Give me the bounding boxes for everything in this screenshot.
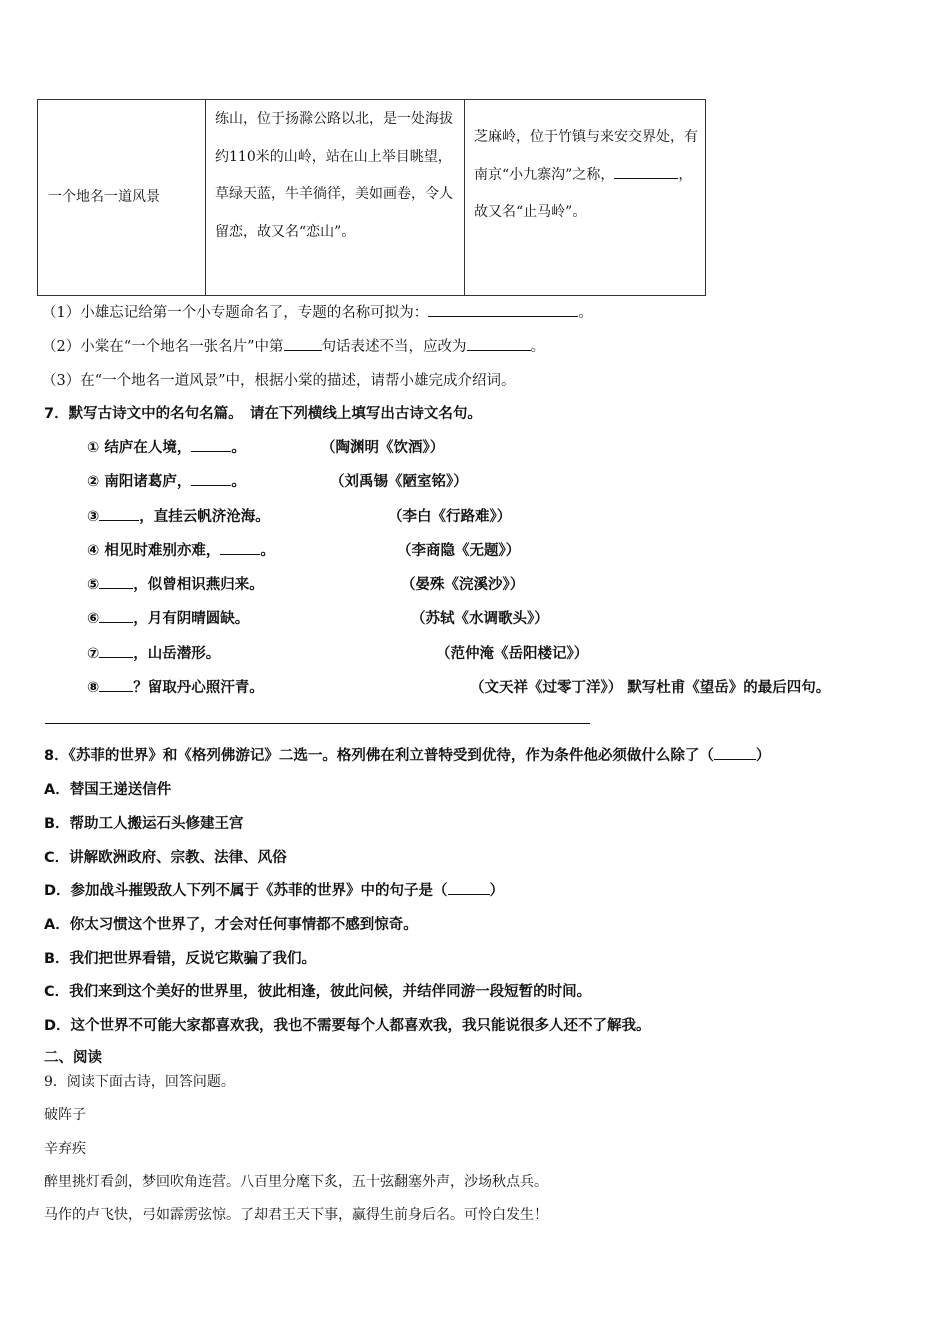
section-heading-reading: 二、阅读 (44, 1050, 102, 1066)
item-text-after: ，直挂云帆济沧海。 (139, 509, 270, 525)
row-label: 一个地名一道风景 (48, 189, 160, 205)
item-number: ③ (87, 509, 100, 525)
cell-lianshan-text: 练山，位于扬滁公路以北，是一处海拔约110米的山岭，站在山上举目眺望，草绿天蓝，牛羊徜徉，美如画卷，令人留恋，故又名“恋山”。 (215, 111, 453, 240)
q7-item-6-source: （苏轼《水调歌头》） (411, 611, 549, 627)
item-number: ⑥ (87, 611, 100, 627)
q7-item-3-source: （李白《行路难》） (388, 509, 512, 525)
item-text-after: 。 (260, 543, 275, 559)
item-number: ⑤ (87, 577, 100, 593)
fill-blank[interactable] (220, 540, 260, 555)
item-number: ⑧ (87, 680, 100, 696)
q6-sub-1-suffix: 。 (578, 305, 593, 321)
q7-item-7 (87, 642, 220, 663)
q7-item-8-source (470, 676, 830, 697)
item-text-after: ，山岳潜形。 (133, 646, 221, 662)
item-text-after: ，月有阴晴圆缺。 (133, 611, 250, 627)
q6-sub-2-suffix: 。 (530, 339, 546, 355)
q7-item-1 (87, 436, 246, 457)
item-text: 相见时难别亦难， (104, 543, 221, 559)
fill-blank[interactable] (191, 471, 231, 486)
fill-blank[interactable] (99, 506, 139, 521)
fill-blank[interactable] (99, 677, 133, 692)
poem-line-2: 马作的卢飞快，弓如霹雳弦惊。了却君王天下事，赢得生前身后名。可怜白发生！ (44, 1207, 548, 1223)
source-text: （文天祥《过零丁洋》） (470, 680, 623, 696)
q9-title: 9．阅读下面古诗，回答问题。 (44, 1074, 235, 1090)
cell-text-after: ，故又名“止马岭”。 (474, 166, 693, 220)
sophie-option-d[interactable]: D．这个世界不可能大家都喜欢我，我也不需要每个人都喜欢我，我只能说很多人还不了解我。 (44, 1018, 651, 1034)
q8-option-c[interactable]: C．讲解欧洲政府、宗教、法律、风俗 (44, 850, 287, 866)
table-cell-zhimaling (464, 100, 705, 295)
q6-sub-3: （3）在“一个地名一道风景”中，根据小棠的描述，请帮小雄完成介绍词。 (42, 373, 516, 389)
item-text: 南阳诸葛庐， (104, 474, 192, 490)
item-text-after: ，似曾相识燕归来。 (133, 577, 264, 593)
fill-blank[interactable] (99, 608, 133, 623)
q7-item-6 (87, 607, 249, 628)
table-row-label-cell (38, 100, 205, 295)
q8-option-a[interactable]: A．替国王递送信件 (44, 782, 172, 798)
answer-blank[interactable] (714, 745, 756, 760)
sophie-option-c[interactable]: C．我们来到这个美好的世界里，彼此相逢，彼此问候，并结伴同游一段短暂的时间。 (44, 984, 592, 1000)
wangyue-prompt: 默写杜甫《望岳》的最后四句。 (627, 680, 831, 696)
item-text-after: 。 (231, 440, 246, 456)
option-d-close: ） (489, 883, 505, 899)
cell-text-before: 芝麻岭，位于竹镇与来安交界处，有南京“小九寨沟”之称， (474, 129, 698, 183)
q6-sub-2-middle: 句话表述不当，应改为 (321, 339, 467, 355)
q6-sub-1-text: （1）小雄忘记给第一个小专题命名了，专题的名称可拟为： (42, 305, 429, 321)
q6-sub-2 (42, 335, 545, 356)
q8-title (44, 744, 770, 765)
item-number: ① (87, 440, 100, 456)
q7-item-7-source: （范仲淹《岳阳楼记》） (436, 646, 589, 662)
q6-sub-1 (42, 301, 593, 322)
fill-blank[interactable] (467, 336, 531, 351)
sophie-option-b[interactable]: B．我们把世界看错，反说它欺骗了我们。 (44, 951, 317, 967)
poem-line-1: 醉里挑灯看剑，梦回吹角连营。八百里分麾下炙，五十弦翻塞外声，沙场秋点兵。 (44, 1174, 548, 1190)
poem-title: 破阵子 (44, 1107, 86, 1123)
answer-blank[interactable] (448, 880, 490, 895)
q8-option-b[interactable]: B．帮助工人搬运石头修建王宫 (44, 816, 244, 832)
fill-blank[interactable] (284, 336, 322, 351)
q7-item-4 (87, 539, 275, 560)
fill-blank[interactable] (614, 164, 678, 178)
q8-title-text: 8．《苏菲的世界》和《格列佛游记》二选一。格列佛在利立普特受到优待，作为条件他必须做什么除了（ (44, 748, 714, 764)
q7-item-1-source: （陶渊明《饮酒》） (321, 440, 445, 456)
option-d-text: D．参加战斗摧毁敌人下列不属于《苏菲的世界》中的句子是（ (44, 883, 448, 899)
q7-title: 7．默写古诗文中的名句名篇。 请在下列横线上填写出古诗文名句。 (44, 406, 482, 422)
item-text-after: ？留取丹心照汗青。 (133, 680, 264, 696)
q7-item-5 (87, 573, 264, 594)
item-text-after: 。 (231, 474, 246, 490)
q7-item-8 (87, 676, 264, 697)
item-number: ④ (87, 543, 100, 559)
q8-option-d[interactable] (44, 879, 504, 900)
fill-blank[interactable] (99, 643, 133, 658)
q8-title-close: ） (755, 748, 771, 764)
item-text: 结庐在人境， (104, 440, 192, 456)
q7-item-2-source: （刘禹锡《陋室铭》） (330, 474, 468, 490)
cell-zhimaling-text (474, 119, 699, 232)
q7-item-2 (87, 470, 246, 491)
sophie-option-a[interactable]: A．你太习惯这个世界了，才会对任何事情都不感到惊奇。 (44, 917, 418, 933)
item-number: ⑦ (87, 646, 100, 662)
answer-line[interactable] (45, 723, 590, 724)
q6-sub-2-text: （2）小棠在“一个地名一张名片”中第 (42, 339, 284, 355)
item-number: ② (87, 474, 100, 490)
place-name-table (37, 99, 706, 296)
fill-blank[interactable] (191, 437, 231, 452)
q7-item-4-source: （李商隐《无题》） (397, 543, 521, 559)
poem-author: 辛弃疾 (44, 1141, 86, 1157)
table-cell-lianshan (205, 100, 464, 295)
q7-item-3 (87, 505, 270, 526)
fill-blank[interactable] (428, 302, 578, 317)
fill-blank[interactable] (99, 574, 133, 589)
q7-item-5-source: （晏殊《浣溪沙》） (401, 577, 525, 593)
